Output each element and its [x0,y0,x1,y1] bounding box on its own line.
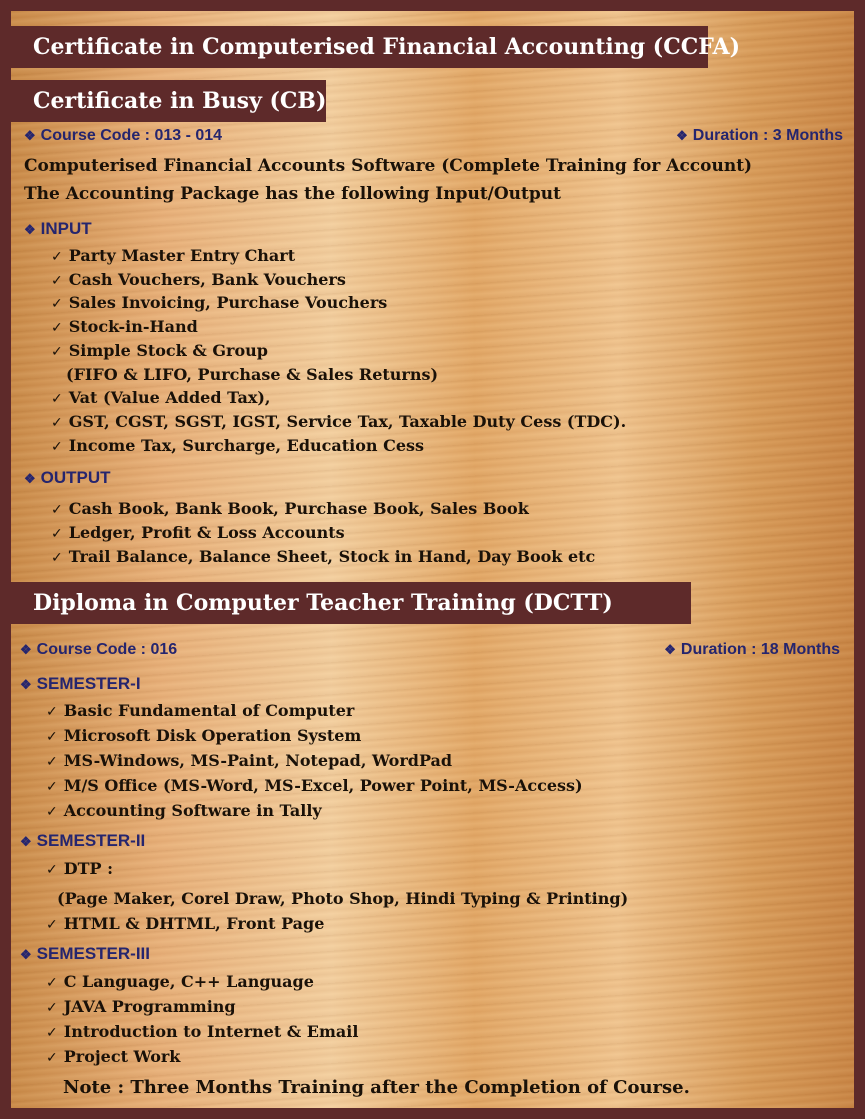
cb-subtitle-banner: Certificate in Busy (CB) [11,80,326,122]
diamond-bullet-icon: ❖ [24,471,36,486]
checkmark-icon: ✓ [51,502,63,518]
diamond-bullet-icon: ❖ [664,642,676,657]
dctt-title-banner: Diploma in Computer Teacher Training (DCTT) [11,582,691,624]
checkmark-icon: ✓ [46,975,58,991]
checkmark-icon: ✓ [46,754,58,770]
list-item: ✓ Simple Stock & Group [51,341,268,360]
list-item: ✓ Ledger, Profit & Loss Accounts [51,523,345,542]
checkmark-icon: ✓ [46,862,58,878]
intro-line-2: The Accounting Package has the following Input/Output [24,184,561,204]
checkmark-icon: ✓ [51,320,63,336]
checkmark-icon: ✓ [46,1000,58,1016]
checkmark-icon: ✓ [51,249,63,265]
checkmark-icon: ✓ [46,779,58,795]
list-item: ✓ HTML & DHTML, Front Page [46,914,325,933]
list-item: ✓ Basic Fundamental of Computer [46,701,355,720]
checkmark-icon: ✓ [51,296,63,312]
training-note: Note : Three Months Training after the Completion of Course. [63,1077,690,1098]
semester-3-heading: ❖ SEMESTER-III [20,944,151,963]
list-item: ✓ GST, CGST, SGST, IGST, Service Tax, Taxable Duty Cess (TDC). [51,412,627,431]
diamond-bullet-icon: ❖ [24,222,36,237]
checkmark-icon: ✓ [46,1050,58,1066]
checkmark-icon: ✓ [51,273,63,289]
checkmark-icon: ✓ [51,391,63,407]
checkmark-icon: ✓ [46,804,58,820]
ccfa-title-banner: Certificate in Computerised Financial Accounting (CCFA) [11,26,708,68]
duration-1: ❖ Duration : 3 Months [676,127,843,144]
checkmark-icon: ✓ [51,344,63,360]
list-item: ✓ MS-Windows, MS-Paint, Notepad, WordPad [46,751,453,770]
diamond-bullet-icon: ❖ [20,834,32,849]
checkmark-icon: ✓ [51,526,63,542]
list-item-continuation: (FIFO & LIFO, Purchase & Sales Returns) [66,365,439,384]
checkmark-icon: ✓ [46,704,58,720]
list-item: ✓ Accounting Software in Tally [46,801,322,820]
diamond-bullet-icon: ❖ [676,128,688,143]
checkmark-icon: ✓ [51,550,63,566]
duration-2: ❖ Duration : 18 Months [664,641,840,658]
list-item: ✓ Vat (Value Added Tax), [51,388,271,407]
checkmark-icon: ✓ [51,439,63,455]
list-item: ✓ Cash Book, Bank Book, Purchase Book, Sales Book [51,499,529,518]
list-item-continuation: (Page Maker, Corel Draw, Photo Shop, Hindi Typing & Printing) [57,889,629,908]
semester-1-heading: ❖ SEMESTER-I [20,674,141,693]
list-item: ✓ C Language, C++ Language [46,972,314,991]
list-item: ✓ Introduction to Internet & Email [46,1022,359,1041]
list-item: ✓ Sales Invoicing, Purchase Vouchers [51,293,388,312]
diamond-bullet-icon: ❖ [20,642,32,657]
course-code-1: ❖ Course Code : 013 - 014 [24,127,223,144]
list-item: ✓ Party Master Entry Chart [51,246,296,265]
list-item: ✓ JAVA Programming [46,997,236,1016]
checkmark-icon: ✓ [46,729,58,745]
list-item: ✓ DTP : [46,859,114,878]
input-heading: ❖ INPUT [24,219,92,238]
list-item: ✓ Trail Balance, Balance Sheet, Stock in Hand, Day Book etc [51,547,596,566]
page-frame [11,11,854,1108]
diamond-bullet-icon: ❖ [20,677,32,692]
list-item: ✓ Income Tax, Surcharge, Education Cess [51,436,425,455]
checkmark-icon: ✓ [51,415,63,431]
output-heading: ❖ OUTPUT [24,468,111,487]
intro-line-1: Computerised Financial Accounts Software (Complete Training for Account) [24,156,753,176]
diamond-bullet-icon: ❖ [24,128,36,143]
checkmark-icon: ✓ [46,1025,58,1041]
list-item: ✓ Microsoft Disk Operation System [46,726,362,745]
list-item: ✓ Stock-in-Hand [51,317,198,336]
diamond-bullet-icon: ❖ [20,947,32,962]
checkmark-icon: ✓ [46,917,58,933]
list-item: ✓ Cash Vouchers, Bank Vouchers [51,270,346,289]
list-item: ✓ M/S Office (MS-Word, MS-Excel, Power Point, MS-Access) [46,776,583,795]
list-item: ✓ Project Work [46,1047,181,1066]
course-code-2: ❖ Course Code : 016 [20,641,178,658]
semester-2-heading: ❖ SEMESTER-II [20,831,146,850]
